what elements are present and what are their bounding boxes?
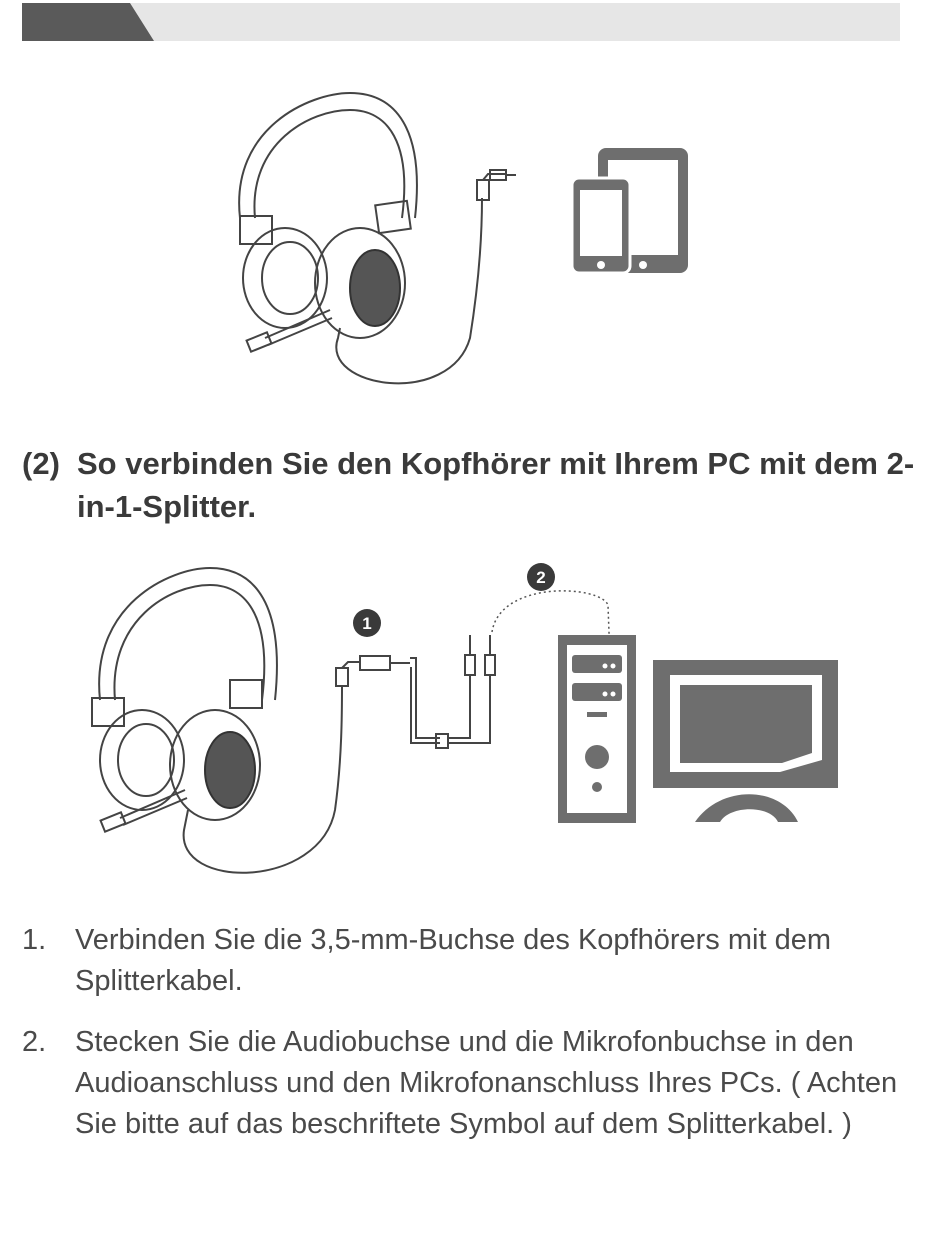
instruction-list (22, 920, 902, 1165)
step-text: Stecken Sie die Audiobuchse und die Mikrofonbuchse in den Audioanschluss und den Mikrofonanschluss Ihres PCs. ( Achten Sie bitte auf das beschriftete Symbol auf dem Splitterkabel. ) (75, 1026, 898, 1140)
headset-mobile-illustration (220, 88, 710, 408)
step-number: 1. (22, 924, 47, 956)
section-title: So verbinden Sie den Kopfhörer mit Ihrem PC mit dem 2-in-1-Splitter. (77, 446, 915, 524)
phone-icon (572, 178, 630, 273)
monitor-icon (653, 660, 838, 822)
section-number: (2) (22, 446, 60, 481)
svg-text:1: 1 (362, 614, 372, 633)
headset-pc-illustration (80, 560, 860, 895)
pc-tower-icon (558, 635, 636, 823)
header-bar (22, 3, 900, 41)
step-number: 2. (22, 1026, 47, 1058)
headset-image (239, 93, 516, 383)
step-1-badge (353, 609, 381, 637)
step-2-badge (527, 563, 555, 591)
list-item (22, 1022, 902, 1145)
svg-text:2: 2 (536, 568, 546, 587)
splitter-cable (410, 635, 495, 748)
list-item (22, 920, 902, 1002)
step-text: Verbinden Sie die 3,5-mm-Buchse des Kopfhörers mit dem Splitterkabel. (75, 924, 831, 997)
